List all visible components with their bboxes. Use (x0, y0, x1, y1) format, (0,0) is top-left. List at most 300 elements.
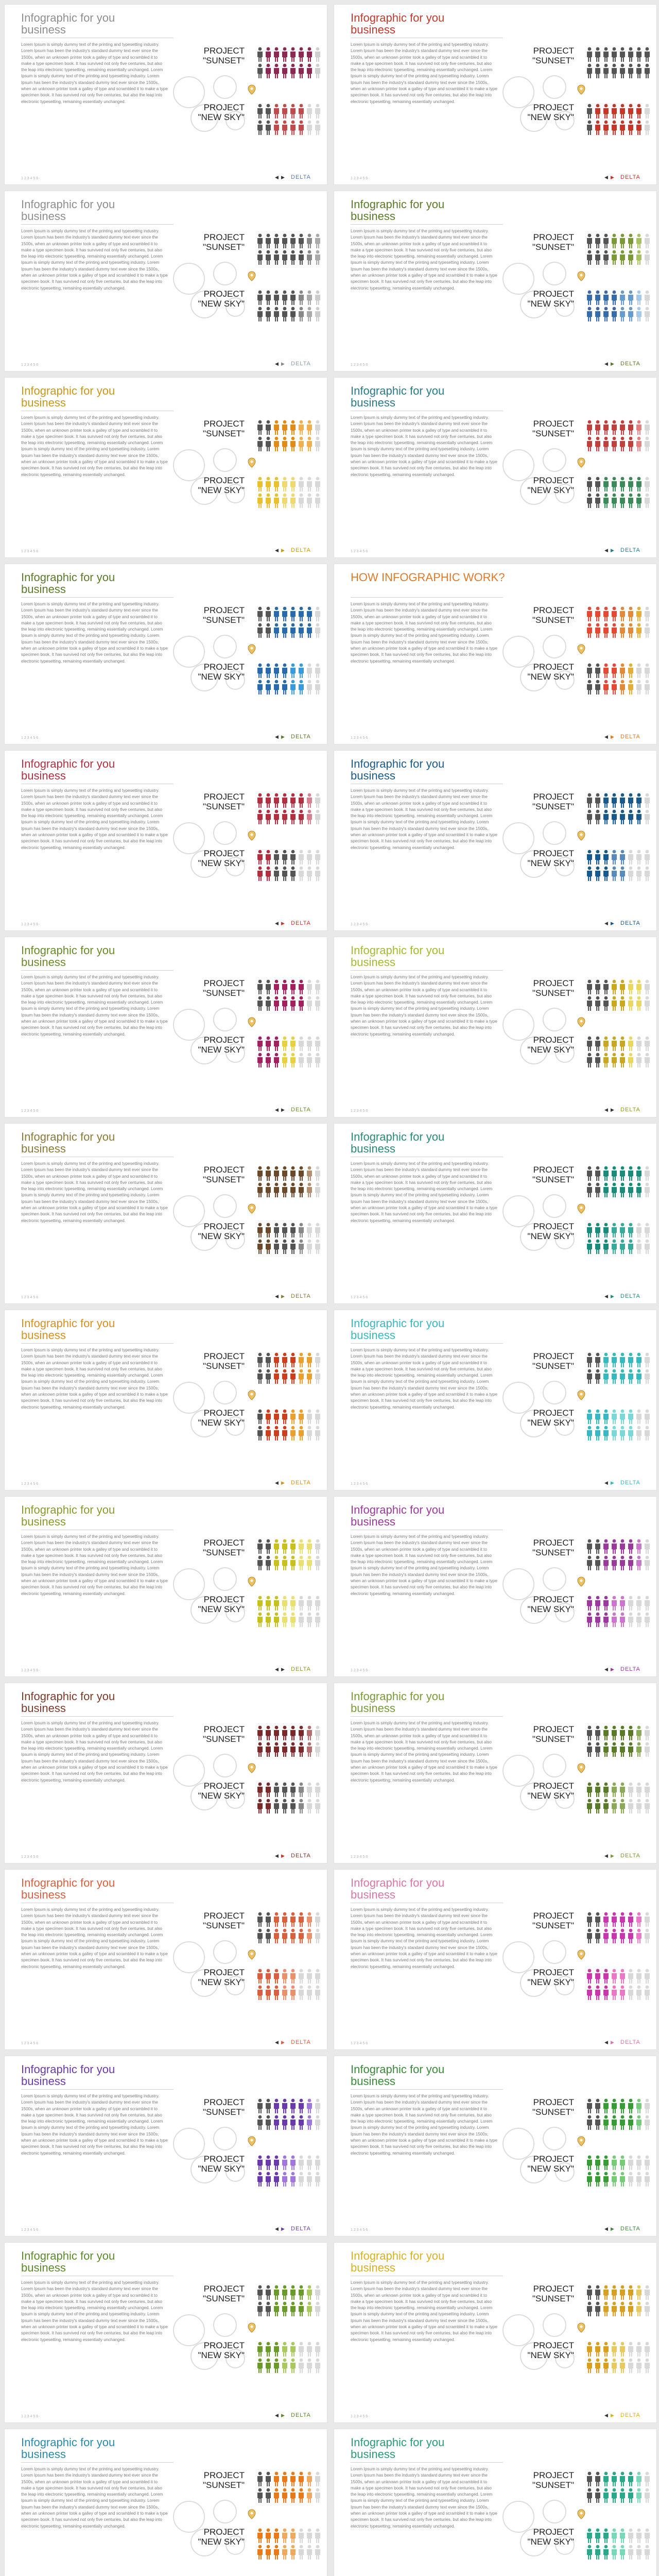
next-arrow-icon[interactable]: ▶ (611, 2040, 614, 2045)
next-arrow-icon[interactable]: ▶ (611, 734, 614, 739)
brand-logo: DELTA (291, 547, 311, 553)
person-icon (256, 477, 264, 492)
slide-body-text: Lorem Ipsum is simply dummy text of the printing and typesetting industry. Lorem Ipsum has been the industry's standard dummy text ever since the 1500s, when an unknown printer took a galley of type and scrambled it to make a type specimen book. It has survived not only five centuries, but also the leap into electronic typesetting, remaining essentially unchanged. Lorem Ipsum is simply dummy text of the printing and typesetting industry. Lorem Ipsum has been the industry's standard dummy text ever since the 1500s, when an unknown printer took a galley of type and scrambled it to make a type specimen book. It has survived not only five centuries, but also the leap into electronic typesetting, remaining essentially unchanged. (21, 229, 168, 291)
person-icon (297, 1612, 305, 1628)
person-icon (585, 47, 594, 62)
slide-thumbnail[interactable] (334, 2056, 657, 2236)
slide-thumbnail[interactable] (334, 191, 657, 371)
project-newsky-label: PROJECT "NEW SKY" (198, 2341, 245, 2360)
person-icon (264, 606, 272, 622)
project-sunset-label: PROJECT "SUNSET" (532, 232, 574, 252)
slide-thumbnail[interactable] (334, 1310, 657, 1490)
person-icon (281, 1612, 289, 1628)
prev-arrow-icon[interactable]: ◀ (275, 734, 279, 739)
slide-thumbnail[interactable] (4, 1683, 327, 1863)
person-icon (264, 290, 272, 306)
person-icon (627, 623, 635, 638)
next-arrow-icon[interactable]: ▶ (281, 1667, 285, 1672)
project-newsky-label: PROJECT "NEW SKY" (198, 662, 245, 682)
person-icon (314, 793, 322, 808)
person-icon (272, 1539, 281, 1554)
person-icon (618, 436, 627, 452)
person-icon (635, 233, 643, 249)
newsky-people-grid (256, 1969, 323, 2001)
person-icon (635, 1928, 643, 1944)
person-icon (305, 436, 314, 452)
slide-footer-text: 1 2 3 4 5 6 (351, 2228, 368, 2232)
person-icon (643, 996, 651, 1011)
brand-logo: DELTA (291, 920, 311, 926)
next-arrow-icon[interactable]: ▶ (281, 175, 285, 180)
person-icon (610, 2358, 618, 2374)
person-icon (618, 1612, 627, 1628)
prev-arrow-icon[interactable]: ◀ (604, 1480, 608, 1485)
person-icon (585, 1223, 594, 1238)
person-icon (289, 1239, 297, 1255)
person-icon (305, 1928, 314, 1944)
person-icon (585, 1166, 594, 1181)
prev-arrow-icon[interactable]: ◀ (275, 2040, 279, 2045)
person-icon (281, 1799, 289, 1814)
person-icon (305, 2528, 314, 2544)
title-divider (351, 597, 503, 598)
person-icon (289, 1596, 297, 1611)
person-icon (594, 120, 602, 135)
person-icon (289, 1799, 297, 1814)
person-icon (643, 1799, 651, 1814)
next-arrow-icon[interactable]: ▶ (281, 921, 285, 926)
person-icon (272, 979, 281, 995)
person-icon (635, 250, 643, 265)
slide-body-text: Lorem Ipsum is simply dummy text of the printing and typesetting industry. Lorem Ipsum has been the industry's standard dummy text ever since the 1500s, when an unknown printer took a galley of type and scrambled it to make a type specimen book. It has survived not only five centuries, but also the leap into electronic typesetting, remaining essentially unchanged. Lorem Ipsum is simply dummy text of the printing and typesetting industry. Lorem Ipsum has been the industry's standard dummy text ever since the 1500s, when an unknown printer took a galley of type and scrambled it to make a type specimen book. It has survived not only five centuries, but also the leap into electronic typesetting, remaining essentially unchanged. (21, 1721, 168, 1783)
person-icon (594, 866, 602, 882)
person-icon (281, 1969, 289, 1984)
person-icon (602, 1555, 610, 1571)
slide-thumbnail[interactable] (334, 2242, 657, 2423)
next-arrow-icon[interactable]: ▶ (611, 1853, 614, 1858)
next-arrow-icon[interactable]: ▶ (611, 2413, 614, 2418)
slide-thumbnail[interactable] (334, 2429, 657, 2576)
person-icon (618, 809, 627, 825)
slide-thumbnail[interactable] (4, 750, 327, 931)
person-icon (314, 606, 322, 622)
slide-thumbnail[interactable] (4, 1496, 327, 1677)
person-icon (289, 2471, 297, 2487)
slide-thumbnail[interactable] (334, 1869, 657, 2050)
prev-arrow-icon[interactable]: ◀ (604, 2413, 608, 2418)
prev-arrow-icon[interactable]: ◀ (275, 1480, 279, 1485)
person-icon (602, 120, 610, 135)
person-icon (585, 663, 594, 679)
slide-thumbnail[interactable] (4, 1123, 327, 1304)
person-icon (314, 2545, 322, 2560)
sunset-people-grid (256, 606, 323, 638)
person-icon (289, 2098, 297, 2114)
next-arrow-icon[interactable]: ▶ (281, 361, 285, 366)
newsky-people-grid (585, 850, 652, 882)
slide-thumbnail[interactable] (334, 937, 657, 1117)
person-icon (297, 1799, 305, 1814)
person-icon (272, 63, 281, 79)
person-icon (594, 2115, 602, 2130)
person-icon (618, 47, 627, 62)
person-icon (627, 2172, 635, 2187)
slide-thumbnail[interactable] (4, 2429, 327, 2576)
person-icon (594, 809, 602, 825)
person-icon (297, 493, 305, 509)
person-icon (594, 793, 602, 808)
person-icon (643, 1166, 651, 1181)
person-icon (602, 2155, 610, 2171)
person-icon (272, 436, 281, 452)
person-icon (635, 979, 643, 995)
person-icon (305, 1239, 314, 1255)
prev-arrow-icon[interactable]: ◀ (604, 361, 608, 366)
person-icon (272, 663, 281, 679)
person-icon (314, 1725, 322, 1741)
person-icon (297, 2172, 305, 2187)
slide-title: Infographic for you business (21, 571, 115, 596)
person-icon (594, 1596, 602, 1611)
next-arrow-icon[interactable]: ▶ (281, 734, 285, 739)
prev-arrow-icon[interactable]: ◀ (275, 1667, 279, 1672)
prev-arrow-icon[interactable]: ◀ (604, 734, 608, 739)
person-icon (618, 2172, 627, 2187)
person-icon (297, 290, 305, 306)
person-icon (272, 1912, 281, 1927)
title-divider (21, 1716, 174, 1717)
project-newsky-label: PROJECT "NEW SKY" (198, 103, 245, 122)
slide-thumbnail[interactable] (4, 937, 327, 1117)
person-icon (272, 1782, 281, 1798)
person-icon (610, 120, 618, 135)
project-newsky-label: PROJECT "NEW SKY" (527, 662, 574, 682)
person-icon (635, 663, 643, 679)
person-icon (618, 850, 627, 865)
person-icon (281, 250, 289, 265)
person-icon (305, 1182, 314, 1198)
project-newsky-label: PROJECT "NEW SKY" (527, 1968, 574, 1987)
person-icon (305, 623, 314, 638)
prev-arrow-icon[interactable]: ◀ (604, 1667, 608, 1672)
person-icon (585, 623, 594, 638)
person-icon (585, 866, 594, 882)
person-icon (635, 2528, 643, 2544)
person-icon (305, 2342, 314, 2357)
slide-thumbnail[interactable] (334, 1496, 657, 1677)
person-icon (297, 663, 305, 679)
slide-title: Infographic for you business (351, 11, 445, 36)
person-icon (618, 1036, 627, 1052)
slide-thumbnail[interactable] (4, 1869, 327, 2050)
person-icon (256, 1036, 264, 1052)
person-icon (289, 606, 297, 622)
prev-arrow-icon[interactable]: ◀ (275, 1107, 279, 1112)
project-sunset-label: PROJECT "SUNSET" (202, 2097, 245, 2117)
person-icon (289, 2358, 297, 2374)
person-icon (256, 1369, 264, 1384)
person-icon (602, 493, 610, 509)
person-icon (272, 1555, 281, 1571)
person-icon (281, 2172, 289, 2187)
project-sunset-label: PROJECT "SUNSET" (202, 605, 245, 625)
prev-arrow-icon[interactable]: ◀ (275, 2413, 279, 2418)
person-icon (256, 1985, 264, 2001)
next-arrow-icon[interactable]: ▶ (611, 1294, 614, 1299)
person-icon (297, 1426, 305, 1441)
person-icon (305, 420, 314, 435)
person-icon (264, 63, 272, 79)
next-arrow-icon[interactable]: ▶ (281, 1853, 285, 1858)
person-icon (305, 120, 314, 135)
prev-arrow-icon[interactable]: ◀ (275, 2226, 279, 2231)
person-icon (297, 680, 305, 695)
person-icon (610, 1369, 618, 1384)
person-icon (264, 2488, 272, 2503)
title-divider (21, 2462, 174, 2463)
person-icon (289, 1223, 297, 1238)
slide-thumbnail[interactable] (334, 564, 657, 744)
prev-arrow-icon[interactable]: ◀ (604, 2040, 608, 2045)
next-arrow-icon[interactable]: ▶ (611, 1667, 614, 1672)
person-icon (610, 1985, 618, 2001)
person-icon (585, 1426, 594, 1441)
slide-thumbnail[interactable] (334, 1123, 657, 1304)
slide-thumbnail[interactable] (334, 4, 657, 185)
slide-body-text: Lorem Ipsum is simply dummy text of the printing and typesetting industry. Lorem Ipsum has been the industry's standard dummy text ever since the 1500s, when an unknown printer took a galley of type and scrambled it to make a type specimen book. It has survived not only five centuries, but also the leap into electronic typesetting, remaining essentially unchanged. Lorem Ipsum is simply dummy text of the printing and typesetting industry. Lorem Ipsum has been the industry's standard dummy text ever since the 1500s, when an unknown printer took a galley of type and scrambled it to make a type specimen book. It has survived not only five centuries, but also the leap into electronic typesetting, remaining essentially unchanged. (351, 1721, 497, 1783)
slide-thumbnail[interactable] (4, 4, 327, 185)
slide-body-text: Lorem Ipsum is simply dummy text of the printing and typesetting industry. Lorem Ipsum has been the industry's standard dummy text ever since the 1500s, when an unknown printer took a galley of type and scrambled it to make a type specimen book. It has survived not only five centuries, but also the leap into electronic typesetting, remaining essentially unchanged. Lorem Ipsum is simply dummy text of the printing and typesetting industry. Lorem Ipsum has been the industry's standard dummy text ever since the 1500s, when an unknown printer took a galley of type and scrambled it to make a type specimen book. It has survived not only five centuries, but also the leap into electronic typesetting, remaining essentially unchanged. (21, 415, 168, 477)
person-icon (272, 2528, 281, 2544)
person-icon (627, 1409, 635, 1425)
person-icon (297, 2155, 305, 2171)
sunset-people-grid (585, 2285, 652, 2317)
slide-footer-text: 1 2 3 4 5 6 (21, 2415, 39, 2418)
person-icon (594, 250, 602, 265)
person-icon (602, 290, 610, 306)
next-arrow-icon[interactable]: ▶ (281, 548, 285, 553)
newsky-people-grid (256, 1223, 323, 1255)
prev-arrow-icon[interactable]: ◀ (275, 175, 279, 180)
person-icon (635, 493, 643, 509)
newsky-people-grid (585, 290, 652, 322)
project-newsky-label: PROJECT "NEW SKY" (527, 2154, 574, 2174)
person-icon (594, 1782, 602, 1798)
slide-title: Infographic for you business (21, 384, 115, 409)
prev-arrow-icon[interactable]: ◀ (275, 1853, 279, 1858)
slide-thumbnail[interactable] (4, 191, 327, 371)
newsky-people-grid (256, 2155, 323, 2187)
slide-thumbnail[interactable] (4, 377, 327, 558)
next-arrow-icon[interactable]: ▶ (281, 1294, 285, 1299)
person-icon (594, 1239, 602, 1255)
newsky-people-grid (256, 1036, 323, 1068)
person-icon (314, 1928, 322, 1944)
prev-arrow-icon[interactable]: ◀ (275, 548, 279, 553)
person-icon (289, 1409, 297, 1425)
next-arrow-icon[interactable]: ▶ (611, 361, 614, 366)
person-icon (594, 2471, 602, 2487)
person-icon (305, 1369, 314, 1384)
person-icon (297, 2342, 305, 2357)
map-pin-icon (248, 1204, 256, 1214)
person-icon (272, 250, 281, 265)
person-icon (272, 493, 281, 509)
person-icon (635, 1742, 643, 1757)
prev-arrow-icon[interactable]: ◀ (604, 1853, 608, 1858)
person-icon (281, 1166, 289, 1181)
slide-footer-text: 1 2 3 4 5 6 (351, 550, 368, 553)
next-arrow-icon[interactable]: ▶ (281, 1107, 285, 1112)
prev-arrow-icon[interactable]: ◀ (604, 1107, 608, 1112)
person-icon (635, 1985, 643, 2001)
person-icon (256, 1799, 264, 1814)
person-icon (256, 1596, 264, 1611)
prev-arrow-icon[interactable]: ◀ (275, 361, 279, 366)
person-icon (602, 2301, 610, 2317)
slide-body-text: Lorem Ipsum is simply dummy text of the printing and typesetting industry. Lorem Ipsum has been the industry's standard dummy text ever since the 1500s, when an unknown printer took a galley of type and scrambled it to make a type specimen book. It has survived not only five centuries, but also the leap into electronic typesetting, remaining essentially unchanged. Lorem Ipsum is simply dummy text of the printing and typesetting industry. Lorem Ipsum has been the industry's standard dummy text ever since the 1500s, when an unknown printer took a galley of type and scrambled it to make a type specimen book. It has survived not only five centuries, but also the leap into electronic typesetting, remaining essentially unchanged. (351, 2094, 497, 2156)
next-arrow-icon[interactable]: ▶ (611, 548, 614, 553)
person-icon (602, 1725, 610, 1741)
person-icon (256, 979, 264, 995)
next-arrow-icon[interactable]: ▶ (281, 2040, 285, 2045)
person-icon (594, 1352, 602, 1368)
slide-footer-text: 1 2 3 4 5 6 (351, 736, 368, 740)
person-icon (297, 1539, 305, 1554)
person-icon (289, 1742, 297, 1757)
next-arrow-icon[interactable]: ▶ (281, 1480, 285, 1485)
slide-thumbnail[interactable] (4, 1310, 327, 1490)
person-icon (602, 477, 610, 492)
person-icon (256, 1352, 264, 1368)
prev-arrow-icon[interactable]: ◀ (604, 175, 608, 180)
next-arrow-icon[interactable]: ▶ (611, 1107, 614, 1112)
prev-arrow-icon[interactable]: ◀ (604, 1294, 608, 1299)
person-icon (272, 1985, 281, 2001)
person-icon (314, 1426, 322, 1441)
project-newsky-label: PROJECT "NEW SKY" (198, 1968, 245, 1987)
person-icon (289, 2285, 297, 2300)
person-icon (305, 290, 314, 306)
person-icon (602, 1409, 610, 1425)
person-icon (289, 1053, 297, 1068)
prev-arrow-icon[interactable]: ◀ (275, 1294, 279, 1299)
person-icon (289, 996, 297, 1011)
next-arrow-icon[interactable]: ▶ (281, 2226, 285, 2231)
person-icon (635, 120, 643, 135)
person-icon (281, 436, 289, 452)
slide-footer-text: 1 2 3 4 5 6 (21, 363, 39, 367)
person-icon (314, 1182, 322, 1198)
person-icon (610, 793, 618, 808)
person-icon (610, 1053, 618, 1068)
slide-thumbnail[interactable] (4, 564, 327, 744)
person-icon (256, 663, 264, 679)
person-icon (305, 2471, 314, 2487)
next-arrow-icon[interactable]: ▶ (611, 175, 614, 180)
prev-arrow-icon[interactable]: ◀ (604, 2226, 608, 2231)
person-icon (602, 2358, 610, 2374)
slide-body-text: Lorem Ipsum is simply dummy text of the printing and typesetting industry. Lorem Ipsum has been the industry's standard dummy text ever since the 1500s, when an unknown printer took a galley of type and scrambled it to make a type specimen book. It has survived not only five centuries, but also the leap into electronic typesetting, remaining essentially unchanged. Lorem Ipsum is simply dummy text of the printing and typesetting industry. Lorem Ipsum has been the industry's standard dummy text ever since the 1500s, when an unknown printer took a galley of type and scrambled it to make a type specimen book. It has survived not only five centuries, but also the leap into electronic typesetting, remaining essentially unchanged. (351, 2467, 497, 2529)
project-newsky-label: PROJECT "NEW SKY" (198, 2527, 245, 2547)
person-icon (272, 2545, 281, 2560)
next-arrow-icon[interactable]: ▶ (611, 1480, 614, 1485)
person-icon (627, 477, 635, 492)
person-icon (594, 104, 602, 119)
slide-thumbnail[interactable] (4, 2242, 327, 2423)
person-icon (635, 104, 643, 119)
map-pin-icon (248, 1950, 256, 1960)
person-icon (643, 493, 651, 509)
sunset-people-grid (585, 606, 652, 638)
person-icon (635, 2471, 643, 2487)
person-icon (314, 1223, 322, 1238)
slide-title: Infographic for you business (351, 2063, 445, 2088)
person-icon (635, 606, 643, 622)
brand-logo: DELTA (620, 2039, 640, 2045)
person-icon (264, 47, 272, 62)
person-icon (627, 290, 635, 306)
person-icon (610, 63, 618, 79)
slide-thumbnail[interactable] (4, 2056, 327, 2236)
person-icon (289, 2545, 297, 2560)
person-icon (643, 2172, 651, 2187)
person-icon (627, 1426, 635, 1441)
slide-title: Infographic for you business (351, 1130, 445, 1155)
slide-thumbnail[interactable] (334, 1683, 657, 1863)
person-icon (602, 47, 610, 62)
next-arrow-icon[interactable]: ▶ (281, 2413, 285, 2418)
map-pin-icon (577, 1390, 585, 1400)
person-icon (627, 1539, 635, 1554)
sunset-people-grid (256, 1912, 323, 1944)
prev-arrow-icon[interactable]: ◀ (275, 921, 279, 926)
person-icon (618, 866, 627, 882)
project-sunset-label: PROJECT "SUNSET" (532, 1538, 574, 1557)
person-icon (635, 2098, 643, 2114)
person-icon (618, 420, 627, 435)
slide-thumbnail[interactable] (334, 377, 657, 558)
person-icon (602, 1799, 610, 1814)
person-icon (281, 1053, 289, 1068)
person-icon (643, 1912, 651, 1927)
next-arrow-icon[interactable]: ▶ (611, 2226, 614, 2231)
next-arrow-icon[interactable]: ▶ (611, 921, 614, 926)
person-icon (618, 1782, 627, 1798)
prev-arrow-icon[interactable]: ◀ (604, 921, 608, 926)
person-icon (281, 290, 289, 306)
person-icon (264, 2155, 272, 2171)
person-icon (272, 1612, 281, 1628)
prev-arrow-icon[interactable]: ◀ (604, 548, 608, 553)
person-icon (297, 1725, 305, 1741)
person-icon (297, 420, 305, 435)
person-icon (256, 250, 264, 265)
map-pin-icon (248, 1763, 256, 1773)
person-icon (281, 1426, 289, 1441)
slide-title: HOW INFOGRAPHIC WORK? (351, 571, 505, 584)
person-icon (264, 850, 272, 865)
person-icon (281, 866, 289, 882)
person-icon (618, 1239, 627, 1255)
person-icon (314, 436, 322, 452)
person-icon (627, 680, 635, 695)
person-icon (272, 1426, 281, 1441)
person-icon (281, 1036, 289, 1052)
slide-thumbnail[interactable] (334, 750, 657, 931)
person-icon (610, 1239, 618, 1255)
person-icon (314, 663, 322, 679)
